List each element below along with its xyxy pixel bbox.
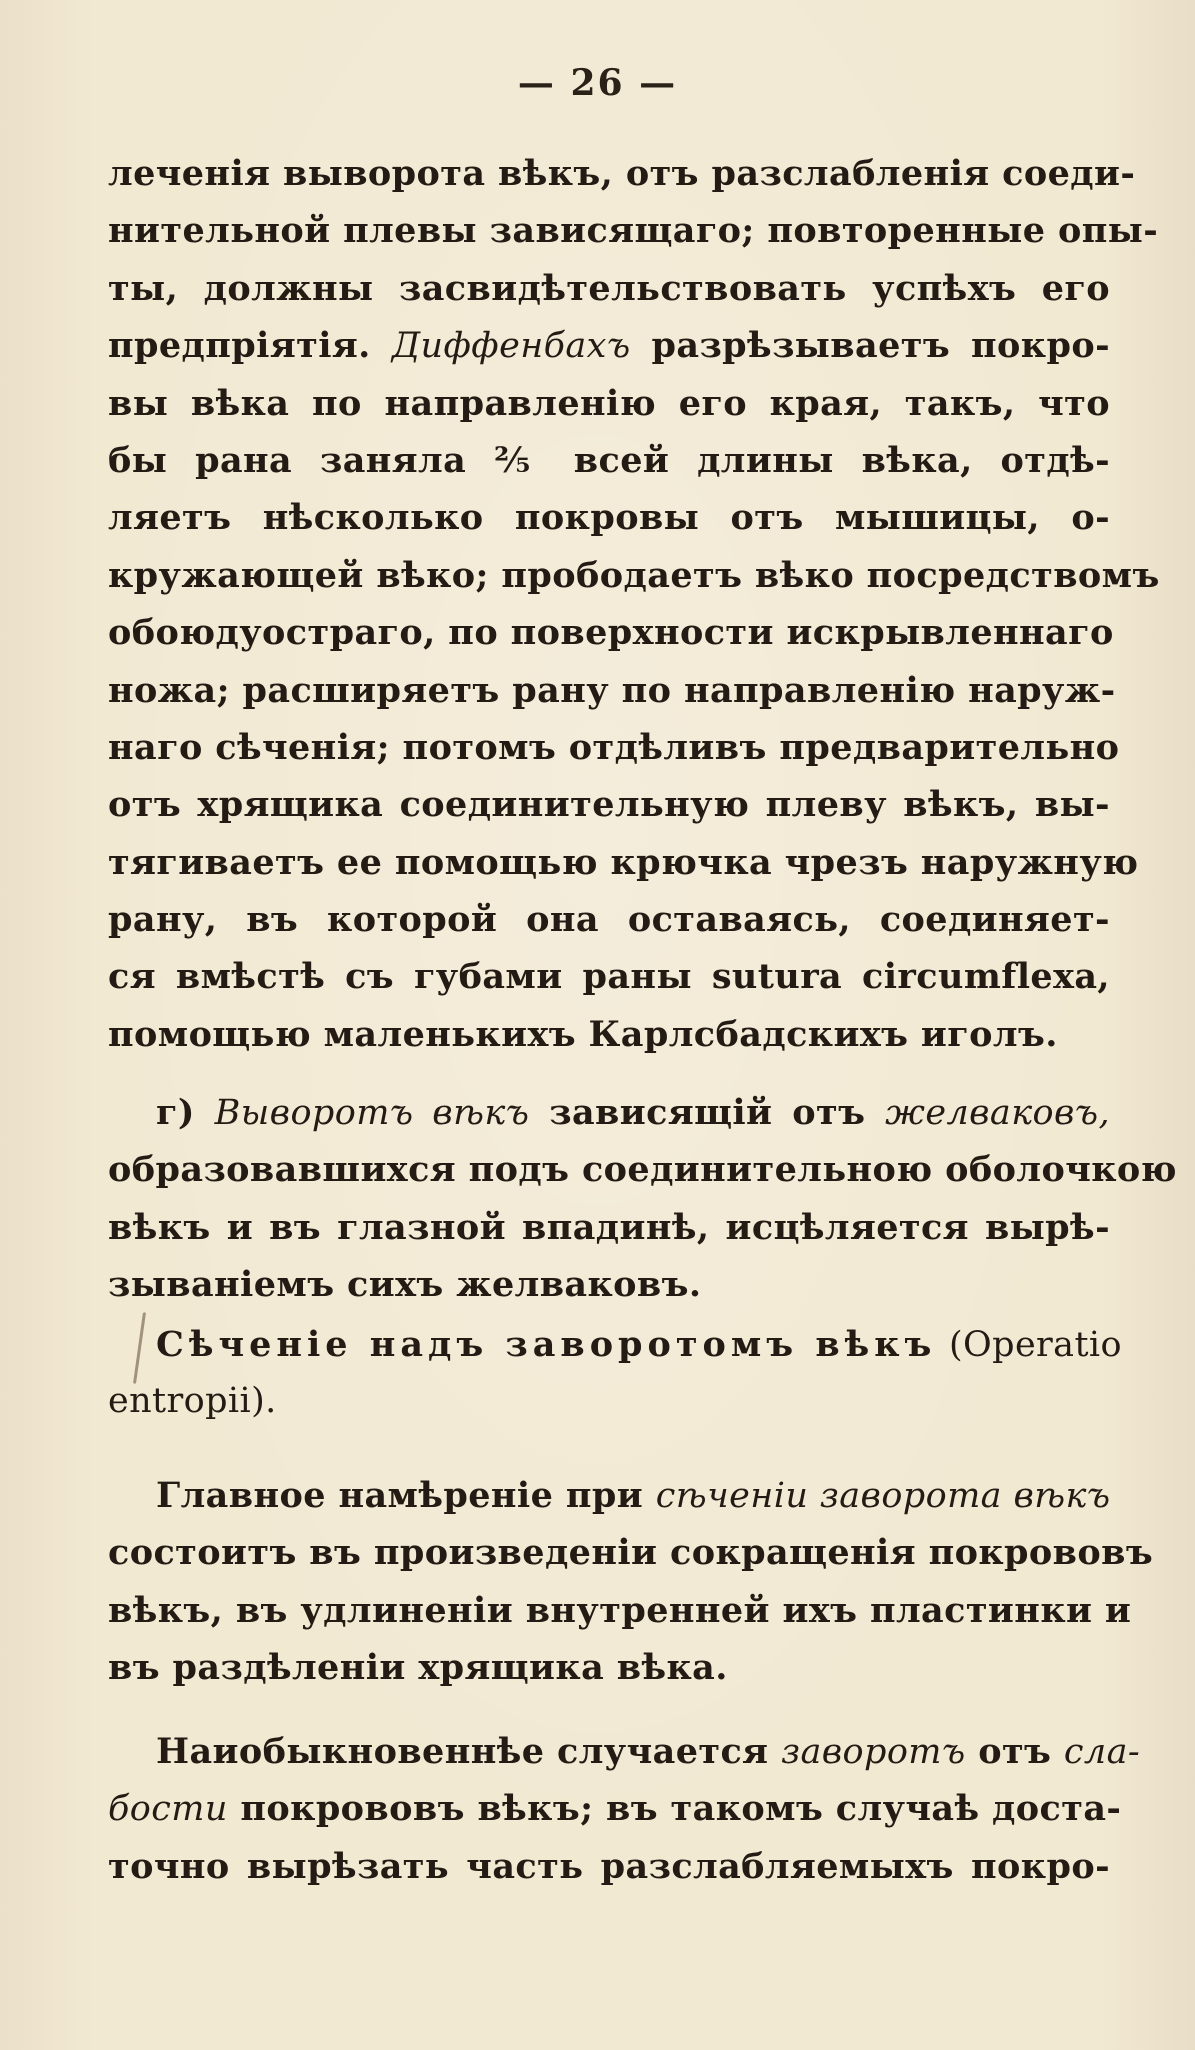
text-line: отъ хрящика соединительную плеву вѣкъ, вы- [108,784,1110,826]
text-segment: Главное намѣреніе при [156,1475,644,1516]
text-line: тягиваетъ ее помощью крючка чрезъ наружную [108,841,1139,883]
heading-label: Сѣченіе надъ заворотомъ вѣкъ [156,1324,937,1365]
text-line: ты, должны засвидѣтельствовать успѣхъ его [108,267,1110,309]
italic-title: Выворотъ вѣкъ [214,1093,530,1133]
italic-term: желваковъ, [885,1093,1110,1133]
text-line [108,1467,1110,1524]
italic-term: заворотъ [781,1732,966,1772]
text-line: ляетъ нѣсколько покровы отъ мышицы, о- [108,497,1110,539]
section-heading [108,1316,1122,1431]
text-segment: разрѣзываетъ покро- [651,325,1110,367]
text-line: бы рана заняла ⅖ всей длины вѣка, отдѣ- [108,439,1110,481]
text-line: рану, въ которой она оставаясь, соединяет- [108,899,1110,941]
text-segment: покрововъ вѣкъ; въ такомъ случаѣ доста- [240,1788,1122,1830]
heading-latin: (Operatio [948,1325,1122,1365]
text-segment: предпріятія. [108,325,371,367]
text-line: вѣкъ, въ удлиненіи внутренней ихъ пластинки и [108,1589,1132,1631]
text-line: вѣкъ и въ глазной впадинѣ, исцѣляется вырѣ- [108,1206,1110,1248]
text-line: наго сѣченія; потомъ отдѣливъ предварительно [108,726,1120,768]
italic-term: сла- [1063,1732,1141,1772]
text-line [108,1084,1110,1141]
text-line [108,1723,1141,1780]
text-line: ся вмѣстѣ съ губами раны sutura circumflexa, [108,956,1110,998]
paragraph-2 [108,1084,1177,1314]
author-name-italic: Диффенбахъ [391,326,631,367]
text-line: въ раздѣленіи хрящика вѣка. [108,1647,728,1689]
text-segment: зависящій отъ [549,1092,866,1133]
text-line: ножа; расширяетъ рану по направленію наруж- [108,669,1116,711]
italic-term: сѣченіи заворота вѣкъ [655,1476,1111,1516]
paragraph-4 [108,1723,1141,1895]
text-line: зываніемъ сихъ желваковъ. [108,1264,702,1306]
text-line [108,317,1110,374]
text-line: образовавшихся подъ соединительною оболочкою [108,1149,1177,1191]
text-segment: отъ [978,1731,1052,1772]
text-line: нительной плевы зависящаго; повторенные опы- [108,210,1159,252]
text-line: точно вырѣзать часть разслабляемыхъ покро- [108,1845,1110,1887]
text-line: кружающей вѣко; прободаетъ вѣко посредствомъ [108,554,1160,596]
text-line: леченія выворота вѣкъ, отъ разслабленія соеди- [108,153,1136,194]
page-number: — 26 — [517,62,678,104]
italic-term: бости [108,1789,228,1830]
paragraph-3 [108,1467,1154,1697]
list-marker: г) [156,1092,195,1133]
text-line: вы вѣка по направленію его края, такъ, что [108,382,1110,424]
text-line: помощью маленькихъ Карлсбадскихъ иголъ. [108,1013,1058,1055]
text-line: состоитъ въ произведеніи сокращенія покрововъ [108,1532,1154,1574]
paragraph-1 [108,145,1160,1063]
heading-latin-continued: entropii). [108,1381,277,1422]
text-segment: Наиобыкновеннѣе случается [156,1731,769,1772]
text-line [108,1780,1122,1837]
text-line: обоюдуостраго, по поверхности искрывленнаго [108,612,1114,654]
heading-line [108,1316,1122,1373]
